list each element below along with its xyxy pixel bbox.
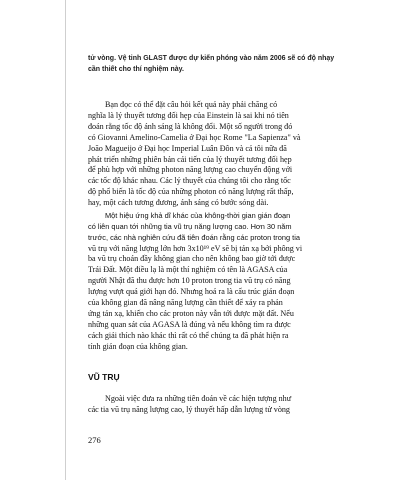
text-line: Trái Đất. Một điều lạ là một thí nghiệm có tên là AGASA của	[88, 265, 288, 275]
text-line: cách giải thích nào khác thì rất có thể chúng ta đã phát hiện ra	[88, 330, 289, 340]
caption-line: cần thiết cho thí nghiệm này.	[88, 66, 184, 73]
page-edge-line	[65, 0, 66, 480]
text-line: những quan sát của AGASA là đúng và nếu không tìm ra được	[88, 319, 291, 329]
text-line: Một hiệu ứng khả dĩ khác của không-thời gian gián đoạn	[105, 211, 291, 220]
text-line: Bạn đọc có thể đặt câu hỏi kết quả này phải chăng có	[105, 100, 278, 109]
text-line: nghĩa là lý thuyết tương đối hẹp của Einstein là sai khi nó tiên	[88, 110, 289, 120]
paragraph-1	[88, 100, 388, 209]
text-line: có Giovanni Amelino-Camelia ở Đại học Rome "La Sapienza" và	[88, 132, 301, 142]
text-line: để phù hợp với những photon năng lượng cao chuyển động với	[88, 165, 293, 175]
text-line: người Nhật đã thu được hơn 10 proton trong tia vũ trụ có năng	[88, 276, 291, 286]
figure-caption	[88, 53, 388, 75]
text-line: của không gian đã nâng năng lượng cần thiết để xảy ra phản	[88, 298, 283, 308]
text-line: lượng vượt quá giới hạn đó. Nhưng hoá ra là cấu trúc gián đoạn	[88, 287, 295, 297]
text-line: Ngoài việc đưa ra những tiên đoán về các hiện tượng như	[105, 394, 292, 403]
text-line: João Magueijo ở Đại học Imperial Luân Đôn và cả tôi nữa đã	[88, 143, 287, 153]
text-line: các tốc độ khác nhau. Các lý thuyết của chúng tôi cho rằng tốc	[88, 176, 291, 186]
text-line: trước, các nhà nghiên cứu đã tiên đoán rằng các proton trong tia	[88, 232, 300, 242]
text-line: độ phổ biến là tốc độ của những photon có năng lượng rất thấp,	[88, 187, 294, 197]
text-line: phát triển những phiên bản cải tiến của lý thuyết tương đối hẹp	[88, 154, 292, 164]
text-line: vũ trụ với năng lượng lớn hơn 3x10¹⁹ eV sẽ bị tán xạ bởi phông vi	[88, 243, 303, 253]
text-line: các tia vũ trụ năng lượng cao, lý thuyết hấp dẫn lượng tử vòng	[88, 404, 290, 414]
text-line: có liên quan tới những tia vũ trụ năng lượng cao. Hơn 30 năm	[88, 221, 292, 231]
section-heading: VŨ TRỤ	[88, 372, 120, 382]
paragraph-2-continued	[88, 244, 388, 353]
text-line: ba vũ trụ choán đầy không gian cho nên không bao giờ tới được	[88, 254, 296, 264]
caption-line: tử vòng. Vệ tinh GLAST được dự kiến phóng vào năm 2006 sẽ có độ nhạy	[88, 55, 335, 62]
text-line: tính gián đoạn của không gian.	[88, 341, 188, 351]
paragraph-2	[88, 211, 388, 243]
page-number: 276	[88, 435, 101, 445]
paragraph-3	[88, 394, 388, 416]
text-line: hay, một cách tương đương, ánh sáng có bước sóng dài.	[88, 198, 269, 208]
text-line: đoán rằng tốc độ ánh sáng là không đổi. Một số người trong đó	[88, 121, 293, 131]
text-line: ứng tán xạ, khiến cho các proton này vẫn tới được mặt đất. Nếu	[88, 308, 294, 318]
